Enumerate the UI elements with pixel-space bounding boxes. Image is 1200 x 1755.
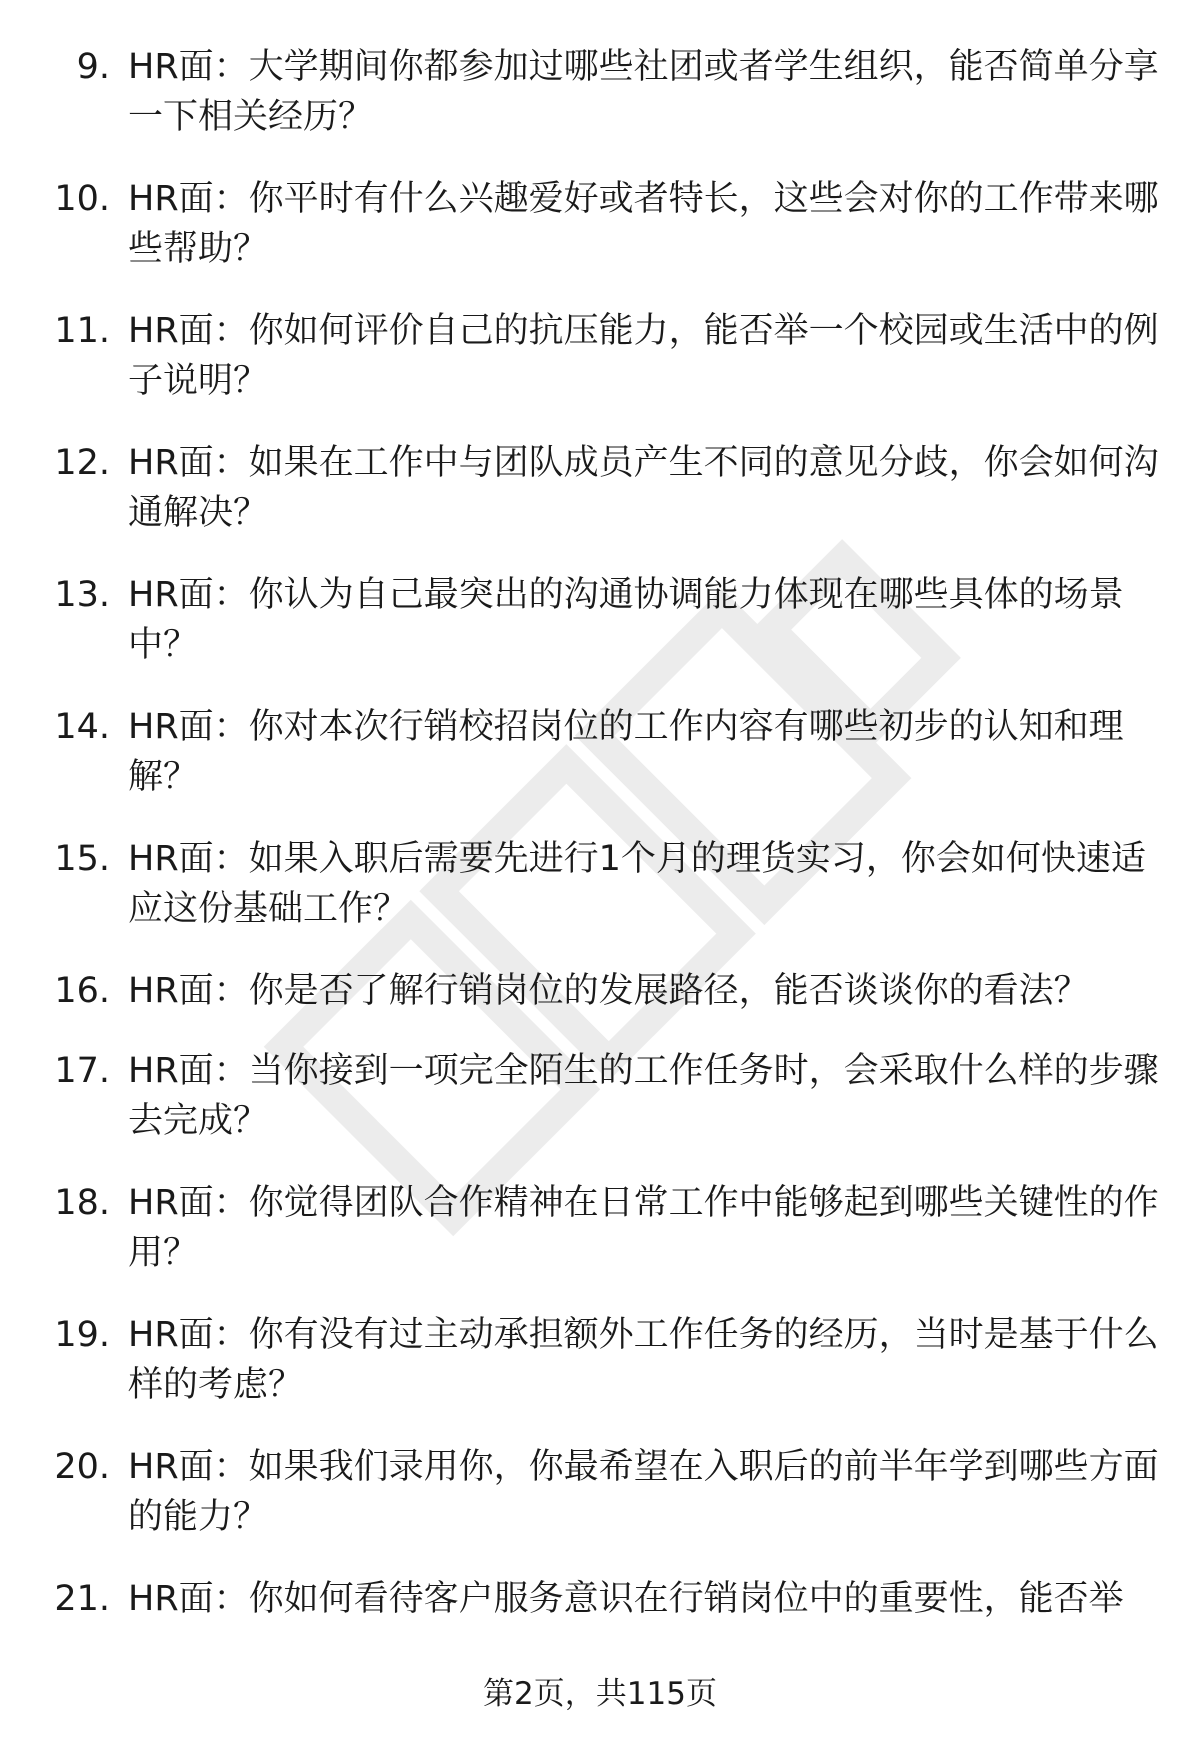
question-number: 14. bbox=[54, 707, 110, 747]
list-item bbox=[0, 1178, 1200, 1310]
question-number: 10. bbox=[54, 179, 110, 219]
list-item bbox=[0, 966, 1200, 1046]
question-number: 21. bbox=[54, 1579, 110, 1619]
question-text: HR面：你对本次行销校招岗位的工作内容有哪些初步的认知和理解？ bbox=[128, 707, 1124, 797]
question-number: 15. bbox=[54, 839, 110, 879]
question-text: HR面：如果在工作中与团队成员产生不同的意见分歧，你会如何沟通解决？ bbox=[128, 443, 1159, 533]
list-item bbox=[0, 1046, 1200, 1178]
list-item bbox=[0, 1574, 1200, 1654]
question-number: 18. bbox=[54, 1183, 110, 1223]
question-text: HR面：如果我们录用你，你最希望在入职后的前半年学到哪些方面的能力？ bbox=[128, 1447, 1159, 1537]
list-item bbox=[0, 306, 1200, 438]
list-item bbox=[0, 42, 1200, 174]
question-list bbox=[0, 42, 1200, 1654]
list-item bbox=[0, 702, 1200, 834]
question-number: 9. bbox=[76, 47, 110, 87]
question-number: 17. bbox=[54, 1051, 110, 1091]
list-item bbox=[0, 834, 1200, 966]
page-number-footer: 第2页，共115页 bbox=[483, 1676, 717, 1712]
question-text: HR面：你觉得团队合作精神在日常工作中能够起到哪些关键性的作用？ bbox=[128, 1183, 1159, 1273]
question-text: HR面：你平时有什么兴趣爱好或者特长，这些会对你的工作带来哪些帮助？ bbox=[128, 179, 1159, 269]
question-text: HR面：如果入职后需要先进行1个月的理货实习，你会如何快速适应这份基础工作？ bbox=[128, 839, 1146, 929]
list-item bbox=[0, 174, 1200, 306]
question-number: 13. bbox=[54, 575, 110, 615]
question-text: HR面：当你接到一项完全陌生的工作任务时，会采取什么样的步骤去完成？ bbox=[128, 1051, 1159, 1141]
list-item bbox=[0, 1310, 1200, 1442]
list-item bbox=[0, 438, 1200, 570]
question-number: 20. bbox=[54, 1447, 110, 1487]
question-number: 11. bbox=[54, 311, 110, 351]
question-text: HR面：你是否了解行销岗位的发展路径，能否谈谈你的看法？ bbox=[128, 971, 1089, 1011]
question-number: 19. bbox=[54, 1315, 110, 1355]
question-number: 12. bbox=[54, 443, 110, 483]
question-text: HR面：大学期间你都参加过哪些社团或者学生组织，能否简单分享一下相关经历？ bbox=[128, 47, 1159, 137]
question-number: 16. bbox=[54, 971, 110, 1011]
list-item bbox=[0, 570, 1200, 702]
question-text: HR面：你有没有过主动承担额外工作任务的经历，当时是基于什么样的考虑？ bbox=[128, 1315, 1159, 1405]
list-item bbox=[0, 1442, 1200, 1574]
question-text: HR面：你如何看待客户服务意识在行销岗位中的重要性，能否举 bbox=[128, 1579, 1124, 1619]
question-text: HR面：你如何评价自己的抗压能力，能否举一个校园或生活中的例子说明？ bbox=[128, 311, 1159, 401]
question-text: HR面：你认为自己最突出的沟通协调能力体现在哪些具体的场景中？ bbox=[128, 575, 1124, 665]
